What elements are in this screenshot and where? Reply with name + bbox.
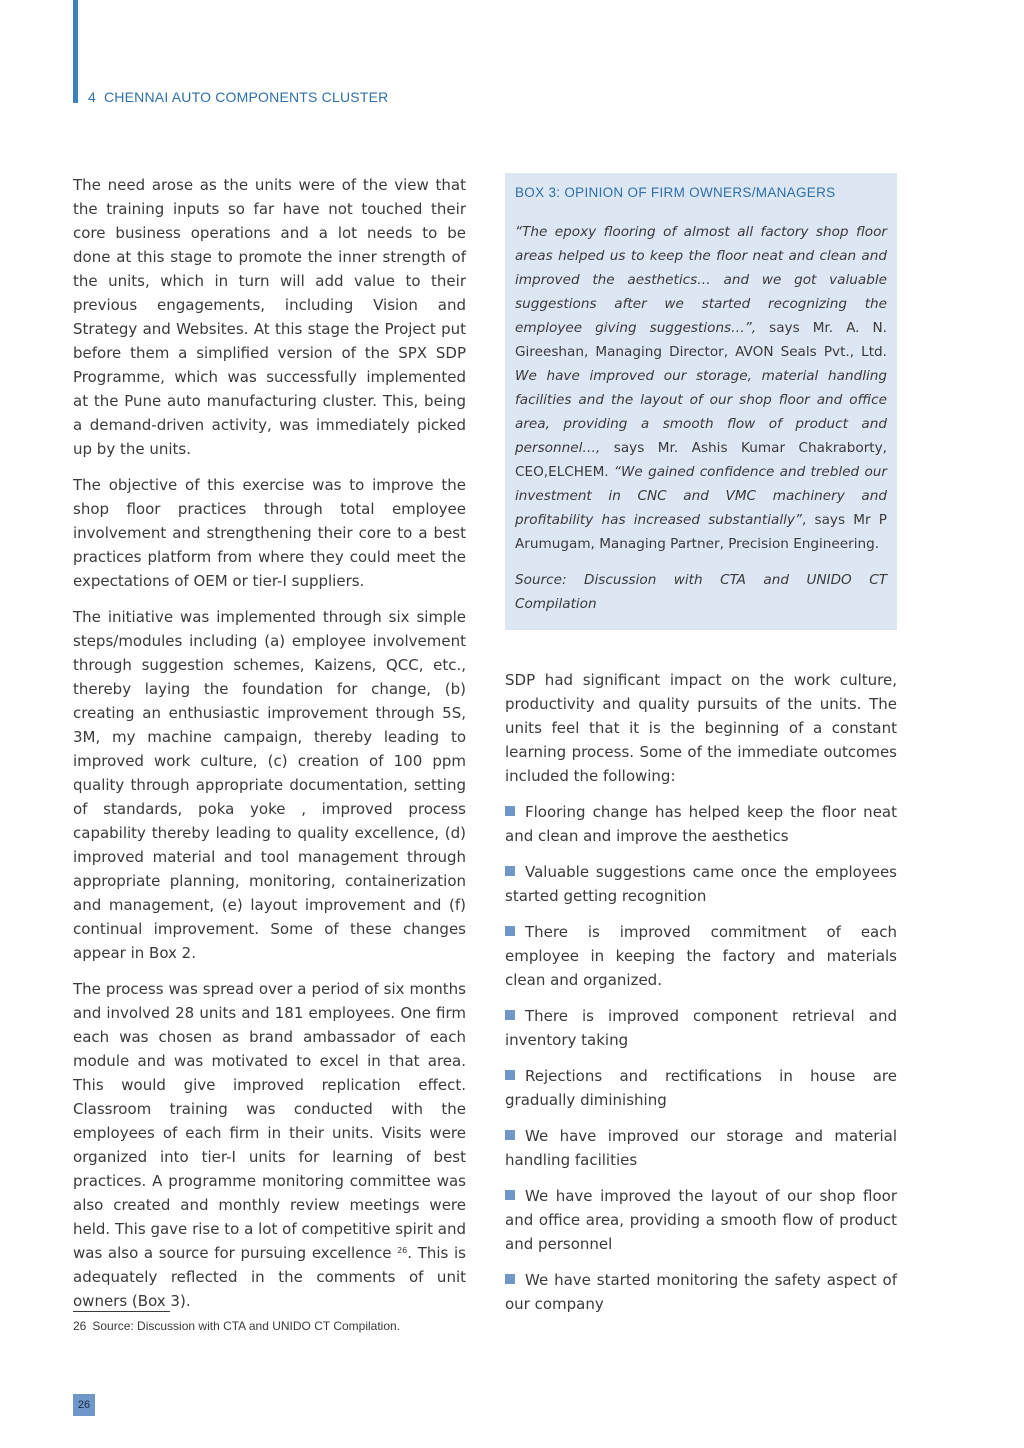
paragraph-objective: The objective of this exercise was to improve the shop floor practices through total employee involvement and strengthening their core to a best practices platform from where they could meet the expectations of OEM or tier-I suppliers. <box>73 476 466 590</box>
square-bullet-icon <box>505 1070 515 1080</box>
chapter-number: 4 <box>88 89 96 105</box>
paragraph-initiative: The initiative was implemented through six simple steps/modules including (a) employee involvement through suggestion schemes, Kaizens, QCC, etc., thereby laying the foundation for change, (b) creating an enthusiastic improvement through 5S, 3M, my machine campaign, thereby leading to improved work culture, (c) creation of 100 ppm quality through appropriate documentation, setting of standards, poka yoke , improved process capability thereby leading to quality excellence, (d) improved material and tool management through appropriate planning, monitoring, containerization and management, (e) layout improvement and (f) continual improvement. Some of these changes appear in Box 2. <box>73 608 466 962</box>
square-bullet-icon <box>505 1190 515 1200</box>
square-bullet-icon <box>505 1130 515 1140</box>
square-bullet-icon <box>505 926 515 936</box>
paragraph-need: The need arose as the units were of the view that the training inputs so far have not touched their core business operations and a lot needs to be done at this stage to promote the inner strength of the units, which in turn will add value to their previous engagements, including Vision and Strategy and Websites. At this stage the Project put before them a simplified version of the SPX SDP Programme, which was successfully implemented at the Pune auto manufacturing cluster. This, being a demand-driven activity, was immediately picked up by the units. <box>73 176 466 458</box>
square-bullet-icon <box>505 1010 515 1020</box>
footnote-rule <box>73 1311 170 1312</box>
right-column <box>505 173 897 1328</box>
paragraph-process <box>73 977 466 1313</box>
square-bullet-icon <box>505 866 515 876</box>
outcomes-list <box>505 800 897 1316</box>
footnote <box>73 1319 400 1333</box>
square-bullet-icon <box>505 1274 515 1284</box>
list-item: We have improved our storage and material handling facilities <box>505 1127 897 1169</box>
chapter-title: CHENNAI AUTO COMPONENTS CLUSTER <box>104 89 389 105</box>
box-quotes <box>515 220 887 556</box>
paragraph-process-text: The process was spread over a period of six months and involved 28 units and 181 employees. One firm each was chosen as brand ambassador of each module and was motivated to excel in that area. This would give improved replication effect. Classroom training was conducted with the employees of each firm in their units. Visits were organized into tier-I units for learning of best practices. A programme monitoring committee was also created and monthly review meetings were held. This gave rise to a lot of competitive spirit and was also a source for pursuing excellence <box>73 980 466 1262</box>
footnote-reference[interactable]: 26 <box>397 1246 408 1255</box>
box-source: Source: Discussion with CTA and UNIDO CT Compilation <box>515 572 887 612</box>
list-item: Valuable suggestions came once the employees started getting recognition <box>505 863 897 905</box>
list-item: We have started monitoring the safety aspect of our company <box>505 1271 897 1313</box>
footnote-number: 26 <box>73 1319 87 1333</box>
list-item: We have improved the layout of our shop floor and office area, providing a smooth flow of product and personnel <box>505 1187 897 1253</box>
quote-gireeshan: “The epoxy flooring of almost all factory shop floor areas helped us to keep the floor neat and clean and improved the aesthetics… and we got valuable suggestions after we started recognizing the employee giving suggestions…”, <box>515 224 887 336</box>
running-head <box>88 89 388 105</box>
footnote-text: Source: Discussion with CTA and UNIDO CT Compilation. <box>92 1319 401 1333</box>
header-accent-bar <box>73 0 78 103</box>
quote-arumugam: “We gained confidence and trebled our investment in CNC and VMC machinery and profitability has increased substantially” <box>515 464 887 528</box>
list-item: Flooring change has helped keep the floor neat and clean and improve the aesthetics <box>505 803 897 845</box>
attribution-arumugam: , says Mr P Arumugam, Managing Partner, Precision Engineering. <box>515 512 887 552</box>
paragraph-process-end: . This is adequately reflected in the comments of unit owners (Box 3). <box>73 1244 466 1310</box>
page-number: 26 <box>73 1394 95 1416</box>
paragraph-impact: SDP had significant impact on the work culture, productivity and quality pursuits of the units. The units feel that it is the beginning of a constant learning process. Some of the immediate outcomes included the following: <box>505 671 897 785</box>
attribution-chakraborty: says Mr. Ashis Kumar Chakraborty, CEO,ELCHEM. <box>515 440 887 480</box>
list-item: There is improved commitment of each employee in keeping the factory and materials clean and organized. <box>505 923 897 989</box>
list-item: Rejections and rectifications in house are gradually diminishing <box>505 1067 897 1109</box>
box-title: BOX 3: OPINION OF FIRM OWNERS/MANAGERS <box>515 185 836 200</box>
quote-chakraborty: We have improved our storage, material handling facilities and the layout of our shop floor and office area, providing a smooth flow of product and personnel…, <box>515 368 887 456</box>
attribution-gireeshan: says Mr. A. N. Gireeshan, Managing Director, AVON Seals Pvt., Ltd. <box>515 320 887 360</box>
square-bullet-icon <box>505 806 515 816</box>
list-item: There is improved component retrieval and inventory taking <box>505 1007 897 1049</box>
left-column <box>73 173 466 1325</box>
box-3 <box>505 173 897 630</box>
